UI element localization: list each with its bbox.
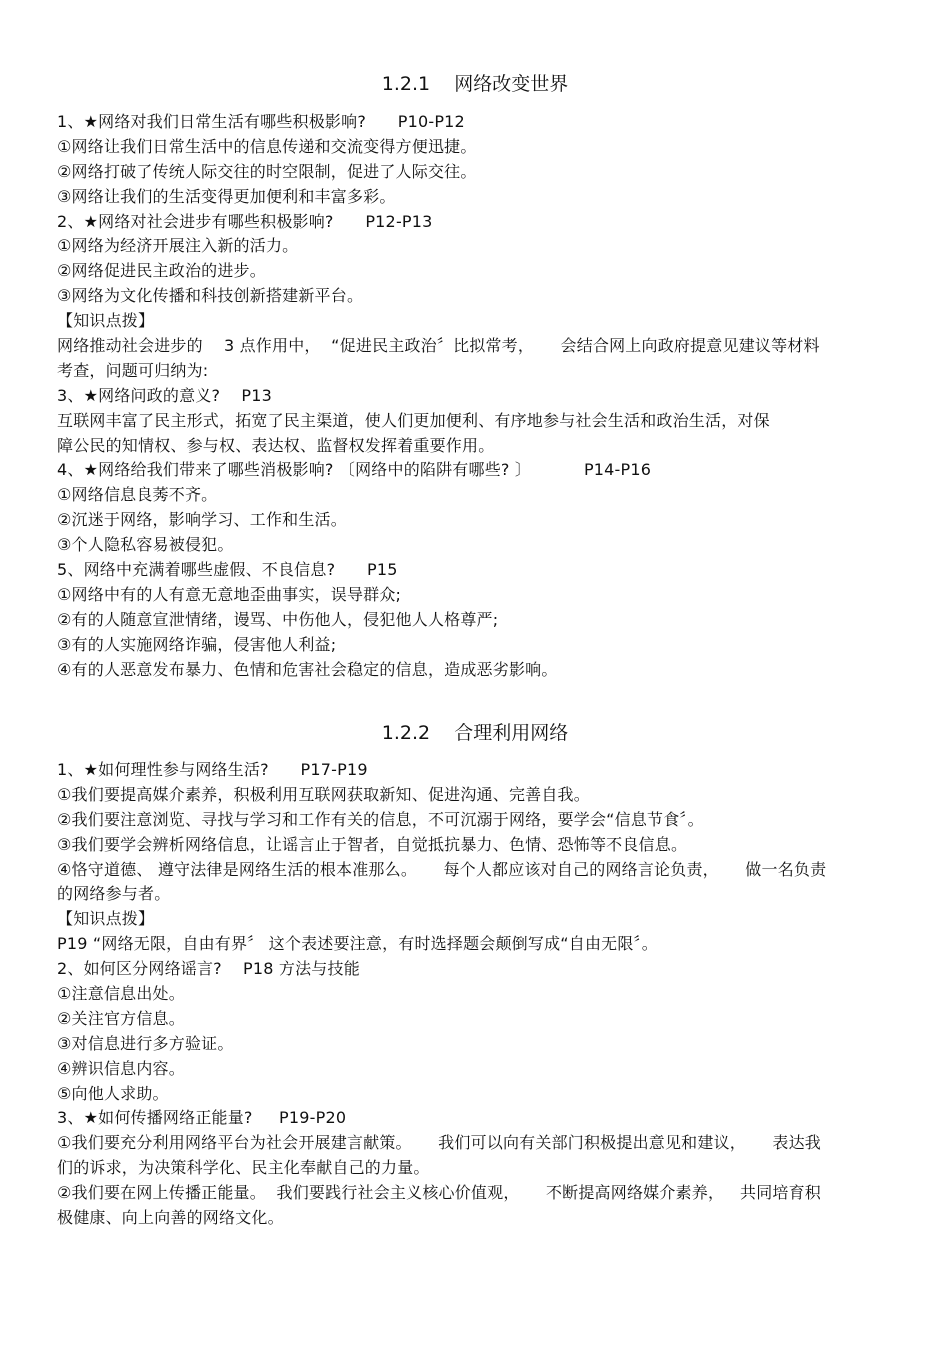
text-line: ②有的人随意宣泄情绪，谩骂、中伤他人，侵犯他人人格尊严; bbox=[57, 609, 499, 629]
text-line: P19 “网络无限，自由有界〞 这个表述要注意，有时选择题会颠倒写成“自由无限〞。 bbox=[57, 934, 658, 954]
text-line: ③网络让我们的生活变得更加便利和丰富多彩。 bbox=[57, 186, 396, 206]
text-line: 考查，问题可归纳为: bbox=[57, 360, 209, 380]
section-body-1-2-2 bbox=[57, 758, 897, 1231]
text-line: ②我们要在网上传播正能量。 我们要践行社会主义核心价值观， 不断提高网络媒介素养， 共同培育积 bbox=[57, 1183, 822, 1203]
text-line: ①我们要充分利用网络平台为社会开展建言献策。 我们可以向有关部门积极提出意见和建议， 表达我 bbox=[57, 1133, 822, 1153]
text-line: ①网络中有的人有意无意地歪曲事实，误导群众; bbox=[57, 584, 402, 604]
text-line: ②关注官方信息。 bbox=[57, 1008, 185, 1028]
text-line: ④辨识信息内容。 bbox=[57, 1058, 185, 1078]
text-line: ③我们要学会辨析网络信息，让谣言止于智者，自觉抵抗暴力、色情、恐怖等不良信息。 bbox=[57, 834, 688, 854]
section-title-1-2-2: 1.2.2 合理利用网络 bbox=[381, 722, 569, 744]
text-line: ③对信息进行多方验证。 bbox=[57, 1033, 234, 1053]
text-line: ③网络为文化传播和科技创新搭建新平台。 bbox=[57, 286, 364, 306]
text-line: 【知识点拨】 bbox=[57, 311, 155, 331]
text-line: ④恪守道德、 遵守法律是网络生活的根本准那么。 每个人都应该对自己的网络言论负责， 做一名负责 bbox=[57, 859, 827, 879]
section-title-1-2-1: 1.2.1 网络改变世界 bbox=[381, 73, 569, 95]
text-line: ③有的人实施网络诈骗，侵害他人利益; bbox=[57, 634, 337, 654]
text-line: ②网络促进民主政治的进步。 bbox=[57, 261, 266, 281]
text-line: 1、★网络对我们日常生活有哪些积极影响? P10-P12 bbox=[57, 112, 465, 131]
text-line: ②我们要注意浏览、寻找与学习和工作有关的信息，不可沉溺于网络，要学会“信息节食〞。 bbox=[57, 809, 704, 829]
text-line: 【知识点拨】 bbox=[57, 909, 155, 929]
text-line: 4、★网络给我们带来了哪些消极影响? 〔网络中的陷阱有哪些? 〕 P14-P16 bbox=[57, 460, 652, 480]
text-line: 2、★网络对社会进步有哪些积极影响? P12-P13 bbox=[57, 211, 433, 231]
text-line: ③个人隐私容易被侵犯。 bbox=[57, 535, 234, 555]
text-line: ①网络为经济开展注入新的活力。 bbox=[57, 236, 299, 256]
text-line: 的网络参与者。 bbox=[57, 884, 171, 904]
text-line: ⑤向他人求助。 bbox=[57, 1083, 169, 1103]
text-line: 极健康、向上向善的网络文化。 bbox=[57, 1208, 284, 1228]
text-line: 网络推动社会进步的 3 点作用中， “促进民主政治〞比拟常考， 会结合网上向政府提意见建议等材料 bbox=[57, 336, 820, 356]
text-line: ④有的人恶意发布暴力、色情和危害社会稳定的信息，造成恶劣影响。 bbox=[57, 659, 558, 679]
section-body-1-2-1 bbox=[57, 110, 897, 682]
text-line: ①注意信息出处。 bbox=[57, 984, 185, 1004]
text-line: 3、★网络问政的意义? P13 bbox=[57, 385, 272, 405]
text-line: 障公民的知情权、参与权、表达权、监督权发挥着重要作用。 bbox=[57, 435, 495, 455]
text-line: ①网络信息良莠不齐。 bbox=[57, 485, 218, 505]
text-line: 1、★如何理性参与网络生活? P17-P19 bbox=[57, 760, 368, 779]
text-line: 2、如何区分网络谣言? P18 方法与技能 bbox=[57, 959, 360, 979]
text-line: 互联网丰富了民主形式，拓宽了民主渠道，使人们更加便利、有序地参与社会生活和政治生活，对保 bbox=[57, 410, 770, 430]
text-line: 3、★如何传播网络正能量? P19-P20 bbox=[57, 1108, 347, 1128]
text-line: 5、网络中充满着哪些虚假、不良信息? P15 bbox=[57, 560, 398, 580]
text-line: ②网络打破了传统人际交往的时空限制，促进了人际交往。 bbox=[57, 161, 477, 181]
text-line: ②沉迷于网络，影响学习、工作和生活。 bbox=[57, 510, 347, 530]
text-line: 们的诉求，为决策科学化、民主化奉献自己的力量。 bbox=[57, 1158, 430, 1178]
text-line: ①我们要提高媒介素养，积极利用互联网获取新知、促进沟通、完善自我。 bbox=[57, 784, 590, 804]
text-line: ①网络让我们日常生活中的信息传递和交流变得方便迅捷。 bbox=[57, 136, 477, 156]
